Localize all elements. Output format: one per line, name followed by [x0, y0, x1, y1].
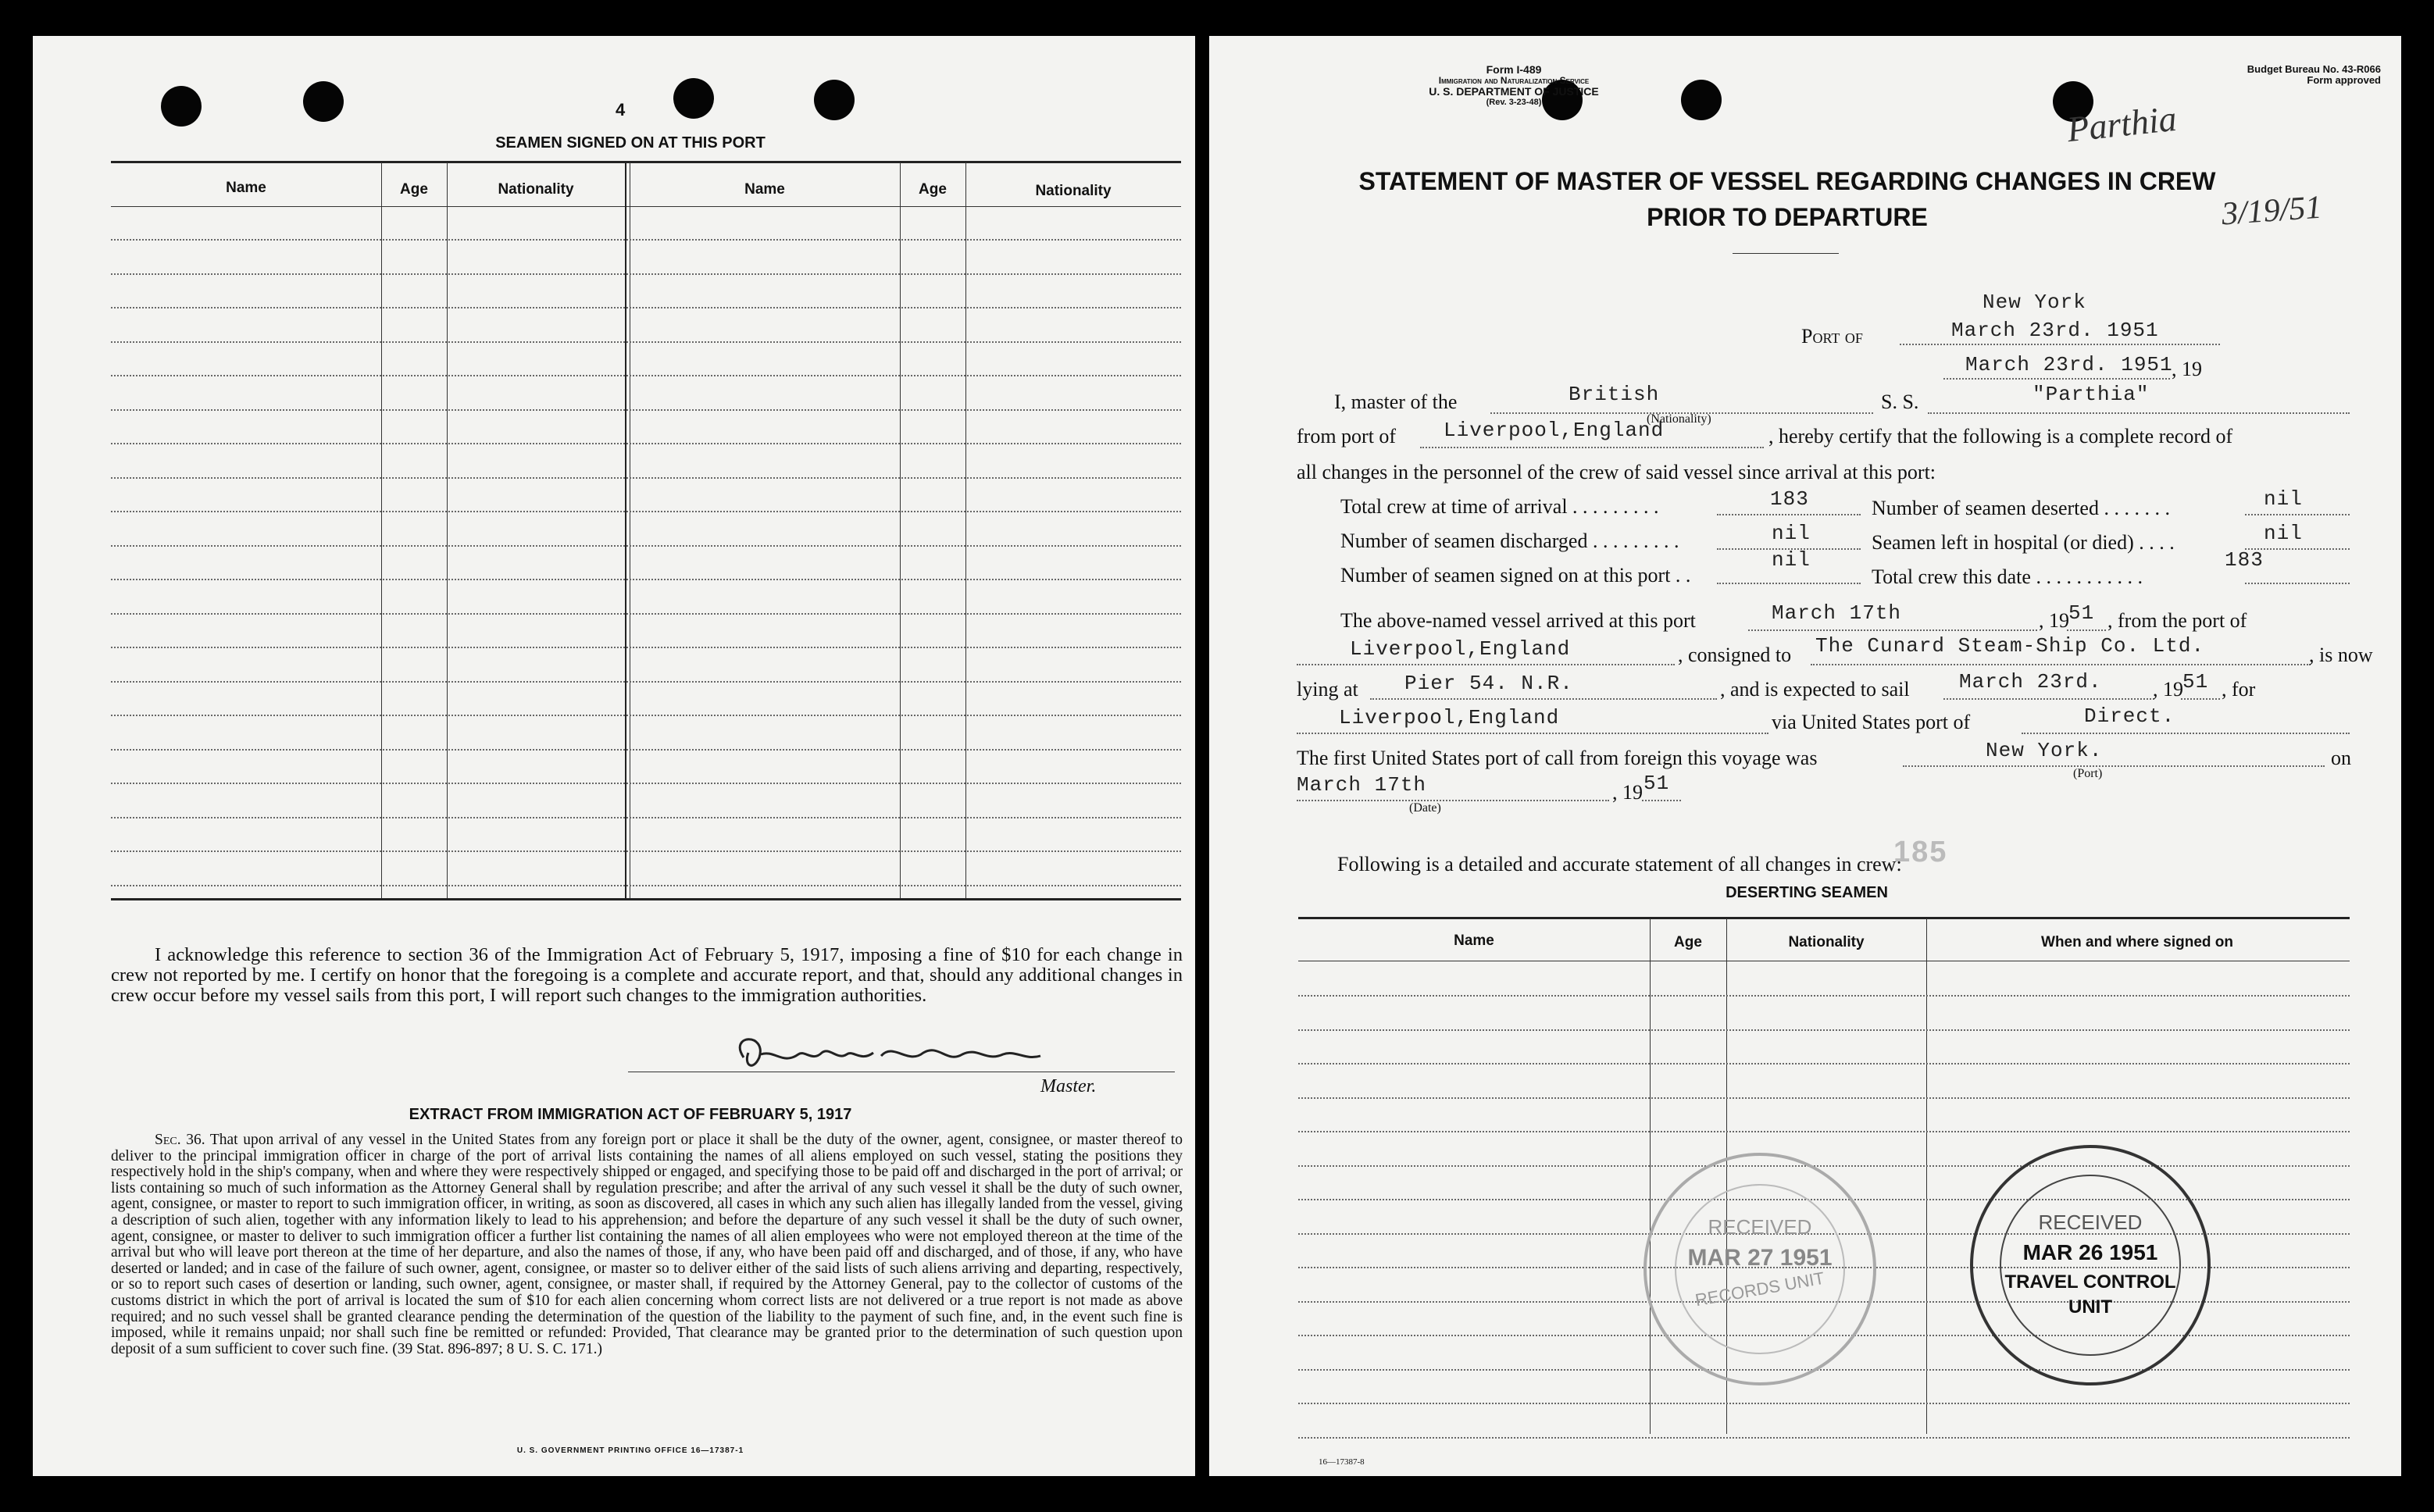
- arrived-year: 51: [2068, 601, 2095, 625]
- master-signature: [712, 1026, 1150, 1082]
- table-row-rule: [111, 239, 1181, 241]
- sail-date-line: [1943, 698, 2154, 700]
- certify-text-2: all changes in the personnel of the crew of said vessel since arrival at this port:: [1297, 461, 1936, 483]
- table-row-rule: [111, 715, 1181, 716]
- vessel-nationality: British: [1569, 383, 1660, 406]
- received-stamp-records: [1643, 1153, 1876, 1385]
- nationality-caption: (Nationality): [1647, 412, 1711, 426]
- table-row-rule: [111, 307, 1181, 308]
- stat-signed-on-label: Number of seamen signed on at this port . .: [1340, 564, 1691, 587]
- arrived-label: The above-named vessel arrived at this port: [1340, 609, 1696, 632]
- stat-hospital-value: nil: [2264, 522, 2303, 545]
- port-city: New York: [1983, 291, 2086, 314]
- first-date: March 17th: [1297, 773, 1427, 797]
- desert-col-age: Age: [1674, 934, 1702, 950]
- arrived-year-line: [2067, 629, 2106, 631]
- from-port-of-label: , from the port of: [2107, 609, 2247, 632]
- consigned-label: , consigned to: [1678, 644, 1792, 666]
- right-footer: 16—17387-8: [1319, 1457, 1365, 1467]
- via-line: [2022, 733, 2350, 734]
- desert-col-name: Name: [1454, 933, 1494, 949]
- stat-line: [2245, 514, 2350, 515]
- stat-discharged-label: Number of seamen discharged . . . . . . . . .: [1340, 530, 1679, 552]
- table-row-rule: [111, 579, 1181, 580]
- certify-text: , hereby certify that the following is a complete record of: [1768, 425, 2233, 448]
- pier-location: Pier 54. N.R.: [1404, 672, 1573, 695]
- stat-line: [2245, 583, 2350, 584]
- form-approved: Form approved: [2307, 74, 2381, 86]
- handwritten-vessel: Parthia: [2065, 98, 2179, 150]
- form-date: March 23rd. 1951: [1965, 353, 2173, 376]
- acknowledgement-text: I acknowledge this reference to section 36 of the Immigration Act of February 5, 1917, imposing a fine of $10 for each change in crew not reported by me. I certify on honor that the foregoing is a complete and accurate report, and that, should any additional changes in crew occur before my vessel sails from this port, I will report such changes to the immigration authorities.: [111, 944, 1183, 1006]
- table-row-rule: [111, 341, 1181, 343]
- first-year-prefix: , 19: [1612, 781, 1643, 804]
- page-number: 4: [616, 100, 626, 119]
- origin-line: [1297, 664, 1675, 665]
- form-title: STATEMENT OF MASTER OF VESSEL REGARDING CHANGES IN CREW: [1358, 167, 2216, 195]
- number-stamp: 185: [1893, 836, 1948, 868]
- year-prefix: , 19: [2172, 358, 2202, 380]
- arrived-year-prefix: , 19: [2039, 609, 2069, 632]
- form-subtitle: PRIOR TO DEPARTURE: [1647, 203, 1928, 231]
- left-footer: U. S. GOVERNMENT PRINTING OFFICE 16—17387-1: [516, 1446, 744, 1455]
- section-title: SEAMEN SIGNED ON AT THIS PORT: [495, 134, 766, 152]
- col-header-name: Name: [744, 181, 785, 198]
- col-header-name: Name: [226, 180, 266, 196]
- left-page: [33, 36, 1195, 1476]
- lying-at-label: lying at: [1297, 678, 1358, 701]
- table-row-rule: [111, 647, 1181, 648]
- stat-line: [1717, 514, 1861, 515]
- desert-table-top: [1298, 917, 2350, 919]
- table-top-rule: [111, 161, 1181, 163]
- sail-date: March 23rd.: [1959, 670, 2102, 694]
- from-port-line: [1420, 447, 1764, 448]
- table-row-rule: [111, 885, 1181, 886]
- punch-hole: [161, 86, 202, 127]
- stat-total-arrival-label: Total crew at time of arrival . . . . . . . . .: [1340, 495, 1659, 518]
- extract-text: [111, 1132, 1183, 1357]
- form-number: Form I-489: [1486, 63, 1542, 76]
- table-row-rule: [1298, 1097, 2350, 1099]
- received-stamp-travel-control: [1970, 1145, 2211, 1385]
- stamp-received: RECEIVED: [1708, 1215, 1812, 1239]
- stat-signed-on-value: nil: [1772, 548, 1811, 572]
- port-label: Port of: [1801, 325, 1863, 348]
- sail-year-prefix: , 19: [2153, 678, 2183, 701]
- table-row-rule: [111, 681, 1181, 683]
- col-header-nationality: Nationality: [498, 181, 574, 198]
- stamp-received: RECEIVED: [2038, 1211, 2143, 1234]
- stamp-unit: RECORDS UNIT: [1693, 1268, 1826, 1311]
- first-port: New York.: [1986, 739, 2103, 762]
- sail-year-line: [2181, 698, 2220, 700]
- from-port-value: Liverpool,England: [1444, 419, 1665, 442]
- table-row-rule: [111, 817, 1181, 818]
- first-port-line: [1903, 765, 2325, 767]
- date-caption: (Date): [1409, 801, 1441, 815]
- table-row-rule: [1298, 1403, 2350, 1404]
- destination-line: [1297, 733, 1768, 734]
- table-row-rule: [111, 613, 1181, 615]
- department-name: U. S. DEPARTMENT OF JUSTICE: [1429, 85, 1599, 98]
- table-row-rule: [111, 850, 1181, 852]
- table-row-rule: [111, 511, 1181, 512]
- punch-hole: [303, 81, 344, 122]
- following-text: Following is a detailed and accurate statement of all changes in crew:: [1337, 853, 1902, 875]
- table-row-rule: [1298, 995, 2350, 997]
- form-revision: (Rev. 3-23-48): [1486, 98, 1542, 107]
- handwritten-date: 3/19/51: [2220, 189, 2323, 233]
- table-row-rule: [111, 409, 1181, 411]
- col-header-age: Age: [919, 181, 947, 198]
- table-row-rule: [1298, 1437, 2350, 1439]
- is-now-label: , is now: [2309, 644, 2373, 666]
- table-row-rule: [111, 545, 1181, 547]
- table-row-rule: [111, 375, 1181, 376]
- stat-total-date-value: 183: [2225, 548, 2264, 572]
- on-label: on: [2331, 747, 2351, 769]
- port-date: March 23rd. 1951: [1951, 319, 2159, 342]
- stamp-date: MAR 27 1951: [1687, 1245, 1833, 1271]
- expected-sail-label: , and is expected to sail: [1720, 678, 1910, 701]
- pier-line: [1370, 698, 1717, 700]
- via-port: Direct.: [2084, 704, 2175, 728]
- sail-year: 51: [2182, 670, 2209, 694]
- right-page: [1209, 36, 2401, 1476]
- desert-col-signed-on: When and where signed on: [2041, 934, 2233, 950]
- stat-line: [1717, 583, 1861, 584]
- title-rule: [1733, 253, 1839, 254]
- extract-body: That upon arrival of any vessel in the United States from any foreign port or place it shall be the duty of the owner, agent, consignee, or master thereof to deliver to the principal immigration officer in charge of the port of arrival lists containing the names of all aliens employed on such vessel, stating the positions they respectively hold in the ship's company, when and where they were respectively shipped or engaged, and specifying those to be paid off and discharged in the port of arrival; or lists containing so much of such information as the Attorney General shall by regulation prescribe; and after the arrival of any such vessel it shall be the duty of such owner, agent, consignee, or master to report to such immigration officer, in writing, as soon as discovered, all cases in which any such alien has illegally landed from the vessel, giving a description of such alien, together with any information likely to lead to his apprehension; and before the departure of any such vessel it shall be the duty of such owner, agent, consignee, or master to deliver to such immigration officer a further list containing the names of all alien employees who were not employed thereon at the time of the arrival but who will leave port thereon at the time of her departure, and also the names of those, if any, who have been paid off and discharged, and of those, if any, who have deserted or landed; and in case of the failure of such owner, agent, consignee, or master so to deliver either of the said lists of such aliens arriving and departing, respectively, or so to report such cases of desertion or landing, such owner, agent, consignee, or master shall, if required by the Attorney General, pay to the collector of customs of the customs district in which the port of arrival is located the sum of $10 for each alien concerning whom correct lists are not delivered or a true report is not made as above required; and no such vessel shall be granted clearance pending the determination of the question of the liability to the payment of such fine, and, in the event such fine is imposed, while it remains unpaid; nor shall such fine be remitted or refunded: Provided, That clearance may be granted prior to the determination of such question upon deposit of a sum sufficient to cover such fine. (39 Stat. 896-897; 8 U. S. C. 171.): [111, 1132, 1183, 1357]
- signature-role: Master.: [1040, 1076, 1097, 1097]
- deserting-title: DESERTING SEAMEN: [1726, 884, 1888, 901]
- col-header-age: Age: [400, 181, 428, 198]
- table-row-rule: [1298, 1029, 2350, 1031]
- punch-hole: [814, 80, 855, 120]
- table-row-rule: [111, 273, 1181, 275]
- vessel-name: "Parthia": [2032, 383, 2150, 406]
- table-row-rule: [111, 749, 1181, 751]
- punch-hole: [673, 78, 714, 119]
- stat-hospital-label: Seamen left in hospital (or died) . . . .: [1872, 531, 2175, 554]
- for-label: , for: [2222, 678, 2256, 701]
- stat-total-arrival-value: 183: [1770, 487, 1809, 511]
- first-year: 51: [1643, 772, 1670, 795]
- stat-deserted-value: nil: [2264, 487, 2303, 511]
- table-row-rule: [111, 783, 1181, 784]
- col-header-nationality: Nationality: [1035, 183, 1112, 199]
- port-line: [1900, 344, 2220, 345]
- first-port-label: The first United States port of call from foreign this voyage was: [1297, 747, 1818, 769]
- table-row-rule: [1298, 1369, 2350, 1371]
- port-caption: (Port): [2073, 767, 2103, 780]
- destination: Liverpool,England: [1339, 706, 1560, 729]
- stamp-date: MAR 26 1951: [2022, 1240, 2158, 1264]
- agency-name: Immigration and Naturalization Service: [1438, 75, 1590, 86]
- table-row-rule: [111, 443, 1181, 444]
- table-row-rule: [1298, 1131, 2350, 1132]
- master-of-label: I, master of the: [1334, 390, 1458, 413]
- first-year-line: [1642, 800, 1681, 801]
- table-row-rule: [1298, 1165, 2350, 1167]
- table-row-rule: [111, 477, 1181, 479]
- consignee-line: [1811, 664, 2311, 665]
- via-label: via United States port of: [1772, 711, 1971, 733]
- table-bottom-rule: [111, 898, 1181, 900]
- form-header: [1350, 64, 1678, 108]
- from-port-label: from port of: [1297, 425, 1397, 448]
- date-line: [1943, 378, 2170, 380]
- first-date-line: [1297, 800, 1609, 801]
- table-header-rule: [111, 206, 1181, 207]
- origin-port: Liverpool,England: [1350, 637, 1571, 661]
- stat-total-date-label: Total crew this date . . . . . . . . . . .: [1872, 565, 2143, 588]
- stamp-unit-2: UNIT: [2068, 1296, 2112, 1318]
- extract-title: EXTRACT FROM IMMIGRATION ACT OF FEBRUARY 5, 1917: [409, 1106, 852, 1123]
- vessel-line: [1928, 412, 2350, 414]
- arrived-date: March 17th: [1772, 601, 1902, 625]
- extract-section: Sec. 36.: [155, 1132, 205, 1148]
- arrived-line: [1748, 629, 2037, 631]
- consignee: The Cunard Steam-Ship Co. Ltd.: [1815, 634, 2205, 658]
- punch-hole: [1681, 80, 1722, 120]
- stat-deserted-label: Number of seamen deserted . . . . . . .: [1872, 497, 2170, 519]
- ss-label: S. S.: [1881, 390, 1919, 413]
- budget-header: [2178, 64, 2381, 86]
- desert-col-nationality: Nationality: [1788, 934, 1865, 950]
- budget-bureau-number: Budget Bureau No. 43-R066: [2247, 63, 2381, 75]
- table-row-rule: [1298, 1063, 2350, 1064]
- stat-discharged-value: nil: [1772, 522, 1811, 545]
- stamp-unit: TRAVEL CONTROL: [2004, 1271, 2176, 1293]
